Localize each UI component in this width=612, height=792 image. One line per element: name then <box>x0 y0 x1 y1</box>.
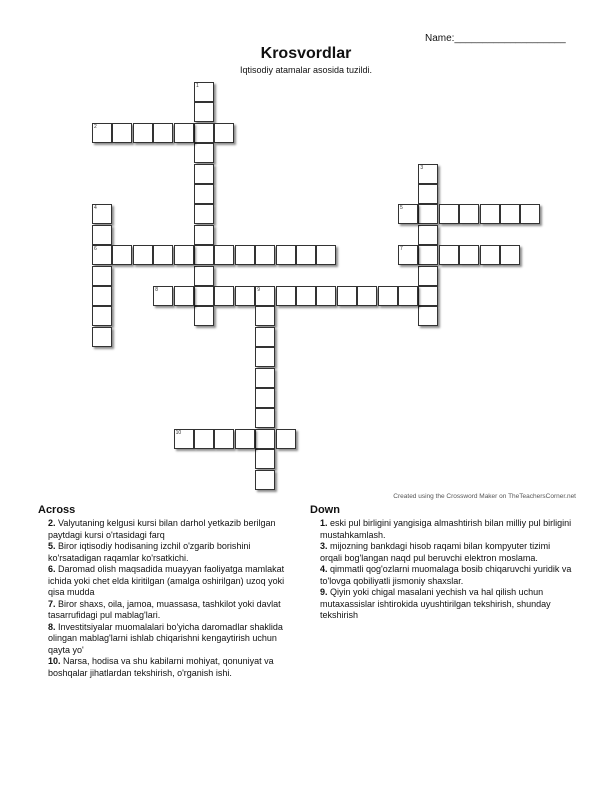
crossword-cell[interactable] <box>418 204 438 224</box>
across-heading: Across <box>38 504 76 516</box>
clue-text: Biror shaxs, oila, jamoa, muassasa, tashkilot yoki davlat tasarrufidagi pul mablag'lari. <box>48 598 281 620</box>
crossword-cell[interactable] <box>112 123 132 143</box>
crossword-cell[interactable] <box>255 388 275 408</box>
across-clue <box>38 564 300 599</box>
clue-text: Investitsiyalar muomalalari bo'yicha daromadlar shaklida olingan mablag'larni ishlab chiqarishni kengaytirish uchun qayta yo' <box>48 621 283 655</box>
crossword-cell[interactable] <box>255 429 275 449</box>
crossword-cell[interactable] <box>112 245 132 265</box>
crossword-cell[interactable] <box>92 204 112 224</box>
crossword-cell[interactable] <box>255 327 275 347</box>
crossword-cell[interactable] <box>418 184 438 204</box>
crossword-cell[interactable] <box>480 204 500 224</box>
crossword-cell[interactable] <box>418 225 438 245</box>
crossword-cell[interactable] <box>133 245 153 265</box>
crossword-cell[interactable] <box>92 266 112 286</box>
page-title: Krosvordlar <box>260 45 352 62</box>
across-clue <box>38 656 300 679</box>
crossword-cell[interactable] <box>520 204 540 224</box>
clue-number: 9 <box>257 287 260 293</box>
crossword-cell[interactable] <box>439 204 459 224</box>
clue-text: Daromad olish maqsadida muayyan faoliyatga mamlakat ichida yoki chet elda kiritilgan (amalga oshirilgan) uzoq yoki qisa mudda <box>48 564 285 597</box>
clue-text: mijozning bankdagi hisob raqami bilan kompyuter tizimi orqali bog'langan naqd pul beruvchi elektron moslama. <box>320 541 551 563</box>
clue-text: Valyutaning kelgusi kursi bilan darhol yetkazib berilgan paytdagi kursi o'rtasidagi farq <box>48 518 276 540</box>
crossword-cell[interactable] <box>214 429 234 449</box>
crossword-cell[interactable] <box>174 123 194 143</box>
crossword-cell[interactable] <box>418 245 438 265</box>
crossword-cell[interactable] <box>194 429 214 449</box>
crossword-cell[interactable] <box>235 286 255 306</box>
crossword-cell[interactable] <box>276 286 296 306</box>
crossword-cell[interactable] <box>255 245 275 265</box>
crossword-cell[interactable] <box>92 245 112 265</box>
crossword-cell[interactable] <box>194 82 214 102</box>
crossword-cell[interactable] <box>255 306 275 326</box>
crossword-cell[interactable] <box>194 123 214 143</box>
crossword-cell[interactable] <box>255 449 275 469</box>
crossword-cell[interactable] <box>194 266 214 286</box>
crossword-cell[interactable] <box>194 245 214 265</box>
crossword-cell[interactable] <box>398 204 418 224</box>
clue-number: 1. <box>320 518 328 528</box>
crossword-cell[interactable] <box>357 286 377 306</box>
down-clue <box>310 518 572 541</box>
crossword-cell[interactable] <box>378 286 398 306</box>
clue-number: 7. <box>48 598 56 609</box>
crossword-cell[interactable] <box>418 286 438 306</box>
crossword-cell[interactable] <box>255 470 275 490</box>
clue-number: 5 <box>400 205 403 212</box>
crossword-cell[interactable] <box>194 286 214 306</box>
clue-text: qimmatli qog'ozlarni muomalaga bosib chiqaruvchi yuridik va to'lovga qobiliyatli jismoniy shaxslar. <box>320 564 572 586</box>
crossword-cell[interactable] <box>194 102 214 122</box>
clue-number: 6. <box>48 564 56 574</box>
crossword-cell[interactable] <box>459 204 479 224</box>
crossword-cell[interactable] <box>174 286 194 306</box>
clue-number: 1 <box>196 83 199 89</box>
clue-number: 5. <box>48 541 56 551</box>
clue-number: 4. <box>320 564 328 574</box>
crossword-cell[interactable] <box>480 245 500 265</box>
crossword-cell[interactable] <box>92 123 112 143</box>
crossword-cell[interactable] <box>255 408 275 428</box>
across-clue <box>38 599 300 622</box>
crossword-cell[interactable] <box>337 286 357 306</box>
crossword-cell[interactable] <box>194 143 214 163</box>
clue-text: Biror iqtisodiy hodisaning izchil o'zgarib borishini ko'rsatadigan raqamlar ko'rsatkichi. <box>48 541 251 563</box>
crossword-cell[interactable] <box>194 306 214 326</box>
clue-number: 8. <box>48 621 56 632</box>
clue-number: 2. <box>48 518 56 528</box>
crossword-cell[interactable] <box>418 306 438 326</box>
crossword-cell[interactable] <box>214 245 234 265</box>
crossword-cell[interactable] <box>398 245 418 265</box>
crossword-cell[interactable] <box>255 368 275 388</box>
clue-number: 8 <box>155 287 158 293</box>
crossword-cell[interactable] <box>276 429 296 449</box>
down-heading: Down <box>310 504 340 516</box>
crossword-cell[interactable] <box>235 429 255 449</box>
crossword-cell[interactable] <box>316 286 336 306</box>
crossword-cell[interactable] <box>418 266 438 286</box>
crossword-cell[interactable] <box>214 123 234 143</box>
down-clue <box>310 587 572 622</box>
crossword-cell[interactable] <box>194 184 214 204</box>
crossword-cell[interactable] <box>500 245 520 265</box>
crossword-cell[interactable] <box>255 286 275 306</box>
crossword-cell[interactable] <box>92 327 112 347</box>
page-subtitle: Iqtisodiy atamalar asosida tuzildi. <box>239 65 373 75</box>
crossword-cell[interactable] <box>174 245 194 265</box>
clue-number: 6 <box>94 246 97 253</box>
crossword-cell[interactable] <box>235 245 255 265</box>
crossword-cell[interactable] <box>296 245 316 265</box>
crossword-cell[interactable] <box>500 204 520 224</box>
clue-number: 2 <box>94 123 97 130</box>
crossword-cell[interactable] <box>255 347 275 367</box>
down-clue <box>310 564 572 587</box>
across-clue <box>38 622 300 657</box>
across-clue <box>38 541 300 564</box>
crossword-cell[interactable] <box>92 225 112 245</box>
crossword-cell[interactable] <box>133 123 153 143</box>
crossword-cell[interactable] <box>296 286 316 306</box>
crossword-cell[interactable] <box>153 123 173 143</box>
clue-text: Narsa, hodisa va shu kabilarni mohiyat, qonuniyat va boshqalar jihatlardan tekshirish, o'rganish ishi. <box>48 656 274 678</box>
crossword-cell[interactable] <box>92 306 112 326</box>
crossword-cell[interactable] <box>398 286 418 306</box>
name-field-label: Name:____________________ <box>425 33 566 44</box>
clue-text: Qiyin yoki chigal masalani yechish va hal qilish uchun mutaxassislar ishtirokida uyushtirilgan tekshirish, shunday tekshirish <box>320 587 551 620</box>
clue-number: 4 <box>94 205 97 212</box>
crossword-cell[interactable] <box>276 245 296 265</box>
crossword-cell[interactable] <box>194 164 214 184</box>
across-clues <box>38 504 300 679</box>
crossword-cell[interactable] <box>316 245 336 265</box>
credit-line: Created using the Crossword Maker on TheTeachersCorner.net <box>393 493 576 500</box>
crossword-cell[interactable] <box>92 286 112 306</box>
crossword-cell[interactable] <box>153 286 173 306</box>
crossword-cell[interactable] <box>439 245 459 265</box>
crossword-cell[interactable] <box>214 286 234 306</box>
crossword-cell[interactable] <box>194 204 214 224</box>
clue-number: 10 <box>175 429 182 436</box>
crossword-cell[interactable] <box>194 225 214 245</box>
clue-text: eski pul birligini yangisiga almashtirish bilan milliy pul birligini mustahkamlash. <box>320 518 572 540</box>
down-clue <box>310 541 572 564</box>
crossword-cell[interactable] <box>174 429 194 449</box>
crossword-cell[interactable] <box>153 245 173 265</box>
crossword-cell[interactable] <box>418 164 438 184</box>
clue-number: 10. <box>48 656 61 666</box>
clue-number: 3 <box>420 164 424 171</box>
across-clue <box>38 518 300 541</box>
down-clues <box>310 504 572 622</box>
clue-number: 7 <box>400 246 403 253</box>
crossword-cell[interactable] <box>459 245 479 265</box>
clue-number: 9. <box>320 587 328 597</box>
clue-number: 3. <box>320 541 328 551</box>
